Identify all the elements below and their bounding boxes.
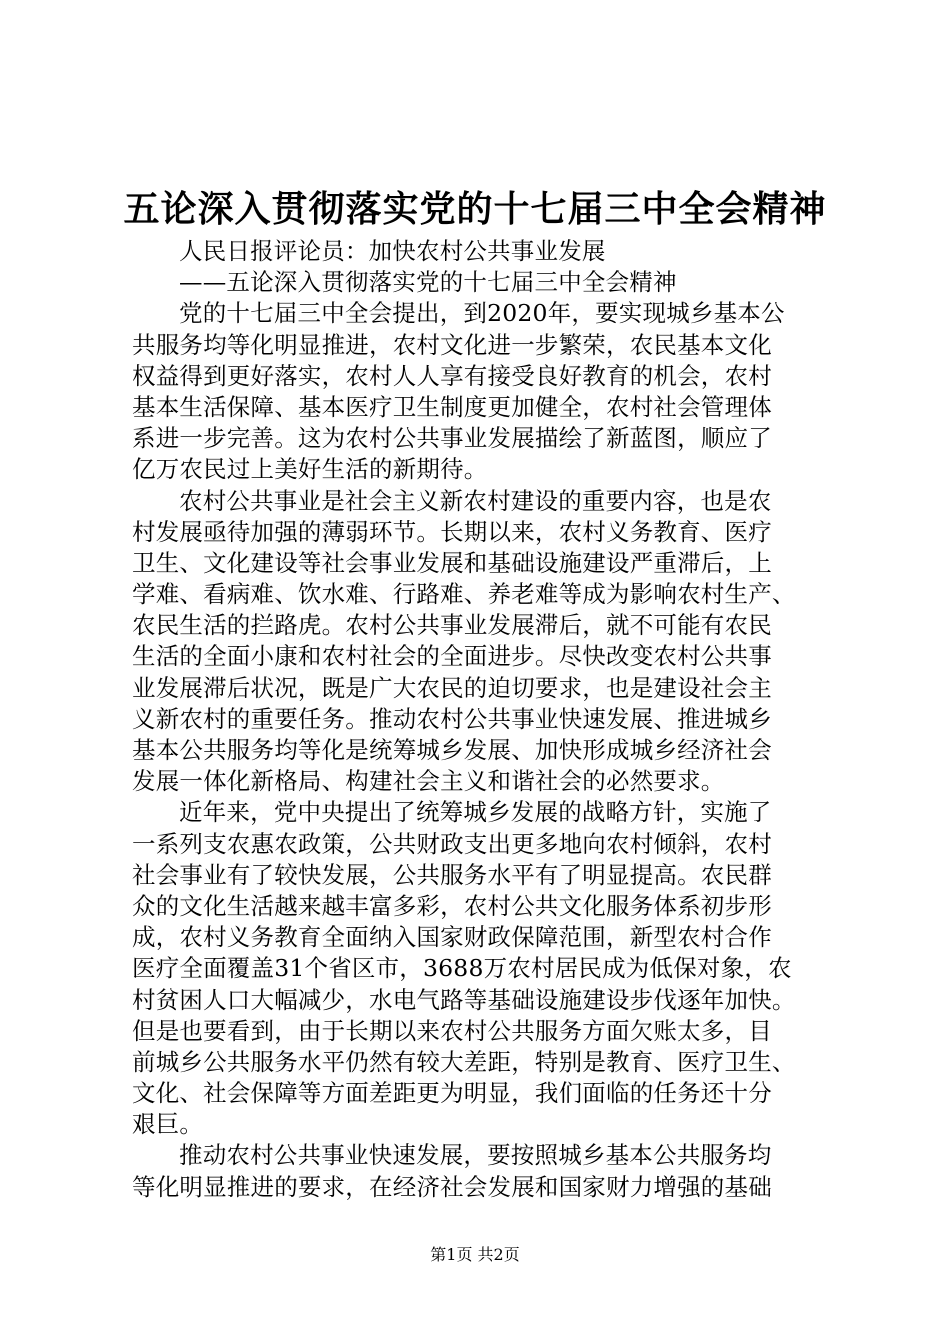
paragraph-line: 村发展亟待加强的薄弱环节。长期以来，农村义务教育、医疗 (132, 517, 772, 546)
paragraph-line: 成，农村义务教育全面纳入国家财政保障范围，新型农村合作 (132, 923, 772, 952)
paragraph-line: 生活的全面小康和农村社会的全面进步。尽快改变农村公共事 (132, 642, 772, 671)
document-body (132, 236, 832, 1203)
paragraph-line: 众的文化生活越来越丰富多彩，农村公共文化服务体系初步形 (132, 891, 772, 920)
paragraph-line: 亿万农民过上美好生活的新期待。 (132, 455, 488, 484)
paragraph-line: 基本公共服务均等化是统筹城乡发展、加快形成城乡经济社会 (132, 736, 772, 764)
paragraph-line: 文化、社会保障等方面差距更为明显，我们面临的任务还十分 (132, 1079, 772, 1108)
paragraph-line: 卫生、文化建设等社会事业发展和基础设施建设严重滞后，上 (132, 548, 772, 577)
paragraph-line: 近年来，党中央提出了统筹城乡发展的战略方针，实施了 (179, 798, 772, 827)
page-footer: 第1页 共2页 (430, 1245, 520, 1264)
paragraph-line: 前城乡公共服务水平仍然有较大差距，特别是教育、医疗卫生、 (132, 1047, 796, 1076)
byline: 人民日报评论员：加快农村公共事业发展 (179, 237, 606, 265)
paragraph-line: 基本生活保障、基本医疗卫生制度更加健全，农村社会管理体 (132, 392, 772, 421)
paragraph-line: 学难、看病难、饮水难、行路难、养老难等成为影响农村生产、 (132, 580, 796, 609)
document-title: 五论深入贯彻落实党的十七届三中全会精神 (123, 188, 827, 230)
paragraph-line: 一系列支农惠农政策，公共财政支出更多地向农村倾斜，农村 (132, 829, 772, 858)
paragraph-line: 业发展滞后状况，既是广大农民的迫切要求，也是建设社会主 (132, 673, 772, 702)
paragraph-line: 共服务均等化明显推进，农村文化进一步繁荣，农民基本文化 (132, 330, 772, 359)
paragraph-line: 艰巨。 (132, 1110, 204, 1139)
paragraph-line: 医疗全面覆盖31个省区市，3688万农村居民成为低保对象，农 (132, 954, 792, 983)
paragraph-line: 权益得到更好落实，农村人人享有接受良好教育的机会，农村 (132, 361, 772, 390)
paragraph-line: 社会事业有了较快发展，公共服务水平有了明显提高。农民群 (132, 860, 772, 889)
paragraph-line: 推动农村公共事业快速发展，要按照城乡基本公共服务均 (179, 1141, 772, 1170)
paragraph-line: 村贫困人口大幅减少，水电气路等基础设施建设步伐逐年加快。 (132, 985, 796, 1014)
paragraph-line: 党的十七届三中全会提出，到2020年，要实现城乡基本公 (179, 299, 785, 328)
paragraph-line: 农村公共事业是社会主义新农村建设的重要内容，也是农 (179, 486, 772, 515)
paragraph-line: 农民生活的拦路虎。农村公共事业发展滞后，就不可能有农民 (132, 611, 772, 640)
paragraph-line: 发展一体化新格局、构建社会主义和谐社会的必然要求。 (132, 767, 725, 796)
paragraph-line: 但是也要看到，由于长期以来农村公共服务方面欠账太多，目 (132, 1016, 772, 1045)
paragraph-line: 系进一步完善。这为农村公共事业发展描绘了新蓝图，顺应了 (132, 424, 772, 453)
paragraph-line: 义新农村的重要任务。推动农村公共事业快速发展、推进城乡 (132, 704, 772, 733)
paragraph-line: 等化明显推进的要求，在经济社会发展和国家财力增强的基础 (132, 1172, 772, 1201)
subtitle: ——五论深入贯彻落实党的十七届三中全会精神 (179, 268, 677, 297)
